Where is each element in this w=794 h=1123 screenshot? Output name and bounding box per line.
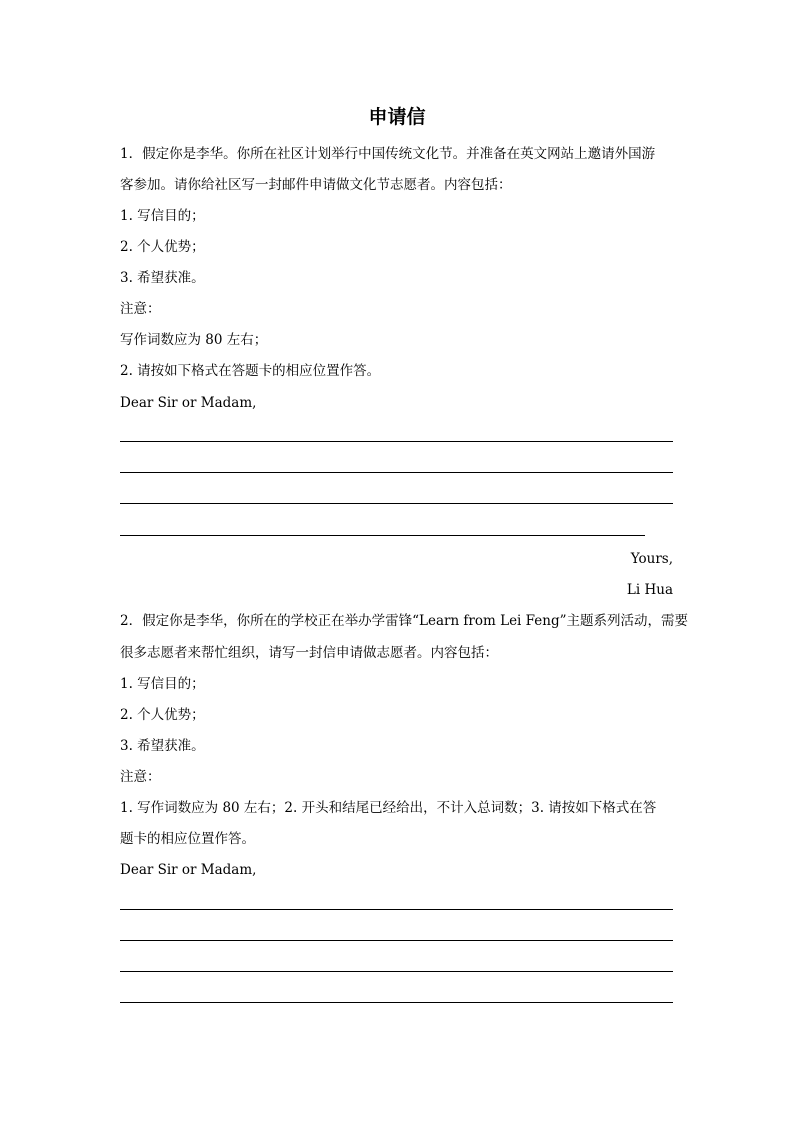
q2-answer-line-2	[120, 940, 673, 941]
q1-greeting: Dear Sir or Madam,	[120, 395, 257, 411]
page-title: 申请信	[368, 106, 426, 128]
q2-note-1: 1. 写作词数应为 80 左右；2. 开头和结尾已经给出，不计入总词数；3. 请按如下格式在答	[120, 800, 657, 816]
q1-answer-line-3	[120, 503, 673, 504]
q1-closing: Yours,	[630, 551, 673, 567]
q1-note-label: 注意：	[120, 301, 161, 317]
q1-signature: Li Hua	[626, 582, 673, 598]
q2-answer-line-3	[120, 971, 673, 972]
q2-answer-line-1	[120, 909, 673, 910]
q1-point-1: 1. 写信目的；	[120, 208, 205, 224]
q1-prompt-line-2: 客参加。请你给社区写一封邮件申请做文化节志愿者。内容包括：	[120, 177, 512, 193]
q1-answer-line-1	[120, 441, 673, 442]
q1-point-3: 3. 希望获准。	[120, 270, 205, 286]
q2-note-label: 注意：	[120, 769, 161, 785]
q1-point-2: 2. 个人优势；	[120, 239, 205, 255]
q2-answer-line-4	[120, 1002, 673, 1003]
q2-greeting: Dear Sir or Madam,	[120, 862, 257, 878]
q2-prompt-line-2: 很多志愿者来帮忙组织，请写一封信申请做志愿者。内容包括：	[120, 645, 498, 661]
q2-prompt-line-1: 2．假定你是李华，你所在的学校正在举办学雷锋“Learn from Lei Feng”主题系列活动，需要	[120, 613, 689, 629]
q1-answer-line-4	[120, 535, 645, 536]
q2-point-3: 3. 希望获准。	[120, 738, 205, 754]
q1-answer-line-2	[120, 472, 673, 473]
q2-point-2: 2. 个人优势；	[120, 707, 205, 723]
q2-note-2: 题卡的相应位置作答。	[120, 831, 255, 847]
q1-prompt-line-1: 1．假定你是李华。你所在社区计划举行中国传统文化节。并准备在英文网站上邀请外国游	[120, 146, 656, 162]
q1-note-2: 2. 请按如下格式在答题卡的相应位置作答。	[120, 363, 381, 379]
q1-note-1: 写作词数应为 80 左右；	[120, 332, 268, 348]
q2-point-1: 1. 写信目的；	[120, 676, 205, 692]
